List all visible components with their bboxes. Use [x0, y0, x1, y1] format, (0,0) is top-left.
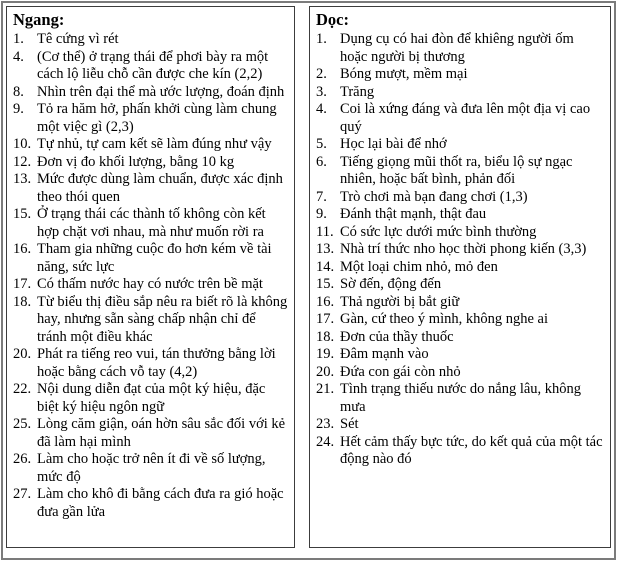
clue-text: Tự nhủ, tự cam kết sẽ làm đúng như vậy	[37, 136, 272, 152]
clue-row	[314, 101, 606, 136]
clue-row	[11, 346, 290, 381]
clue-number: 7.	[316, 188, 327, 205]
clue-number: 16.	[13, 241, 32, 257]
clue-text: Đánh thật mạnh, thật đau	[340, 206, 487, 222]
clue-row	[314, 311, 606, 329]
clue-row	[11, 171, 290, 206]
clue-number: 23.	[316, 416, 335, 432]
clue-text: Học lại bài để nhớ	[340, 136, 447, 152]
clue-text: Trò chơi mà bạn đang chơi (1,3)	[340, 188, 528, 205]
clue-row	[314, 154, 606, 189]
clue-text: Sét	[340, 416, 359, 432]
clue-number: 27.	[13, 486, 32, 502]
clue-text: Hết cảm thấy bực tức, do kết quả của một tác động nào đó	[340, 433, 603, 467]
clue-row	[314, 434, 606, 469]
clue-text: Đơn vị đo khối lượng, bằng 10 kg	[37, 153, 235, 170]
clue-row	[11, 154, 290, 172]
clue-row	[314, 224, 606, 242]
clue-text: Gàn, cứ theo ý mình, không nghe ai	[340, 311, 548, 327]
clue-text: Tình trạng thiếu nước do nắng lâu, không mưa	[340, 381, 582, 415]
clue-text: Nhà trí thức nho học thời phong kiến (3,3)	[340, 241, 587, 257]
clue-text: Đơn của thầy thuốc	[340, 328, 454, 345]
clue-row	[11, 49, 290, 84]
clue-number: 18.	[13, 293, 32, 310]
clue-row	[11, 101, 290, 136]
crossword-clues-page	[1, 1, 616, 560]
clue-text: Coi là xứng đáng và đưa lên một địa vị cao quý	[340, 101, 591, 135]
clue-row	[11, 136, 290, 154]
clue-number: 10.	[13, 136, 32, 152]
clue-row	[11, 416, 290, 451]
clue-row	[314, 136, 606, 154]
clue-text: Từ biểu thị điều sắp nêu ra biết rõ là không hay, nhưng sẵn sàng chấp nhận chỉ để tránh một điều khác	[37, 293, 288, 345]
clue-number: 19.	[316, 346, 335, 362]
clue-text: (Cơ thể) ở trạng thái để phơi bày ra một cách lộ liễu chỗ cần được che kín (2,2)	[37, 48, 269, 82]
clue-row	[11, 381, 290, 416]
clue-text: Nội dung diễn đạt của một ký hiệu, đặc biệt ký hiệu ngôn ngữ	[37, 381, 266, 415]
clue-row	[314, 84, 606, 102]
clue-text: Tiếng giọng mũi thốt ra, biểu lộ sự ngạc nhiên, hoặc bất bình, phản đối	[340, 153, 573, 187]
clue-number: 12.	[13, 153, 32, 170]
across-title: Ngang:	[13, 10, 65, 29]
clue-row	[11, 206, 290, 241]
clue-row	[314, 259, 606, 277]
clue-number: 16.	[316, 293, 335, 310]
clue-number: 20.	[316, 363, 335, 380]
clue-text: Đứa con gái còn nhỏ	[340, 363, 461, 380]
down-clue-list	[314, 31, 606, 469]
clue-row	[314, 206, 606, 224]
clue-row	[314, 241, 606, 259]
clue-row	[314, 329, 606, 347]
clue-number: 18.	[316, 328, 335, 345]
clue-text: Phát ra tiếng reo vui, tán thưởng bằng lời hoặc bằng cách vỗ tay (4,2)	[37, 346, 276, 380]
clue-text: Dụng cụ có hai đòn để khiêng người ốm hoặc người bị thương	[340, 31, 574, 65]
clue-number: 26.	[13, 451, 32, 467]
clue-row	[11, 451, 290, 486]
clue-number: 15.	[13, 206, 32, 222]
clue-number: 14.	[316, 258, 335, 275]
down-title: Dọc:	[316, 10, 349, 29]
clue-number: 20.	[13, 346, 32, 362]
clue-number: 25.	[13, 416, 32, 432]
clue-text: Thả người bị bắt giữ	[340, 293, 460, 310]
clue-row	[11, 276, 290, 294]
clue-number: 11.	[316, 223, 334, 240]
across-clue-list	[11, 31, 290, 521]
clue-row	[11, 486, 290, 521]
clue-number: 9.	[13, 101, 24, 117]
clue-row	[314, 66, 606, 84]
clue-text: Tham gia những cuộc đo hơn kém về tài năng, sức lực	[37, 241, 272, 275]
clue-text: Ở trạng thái các thành tố không còn kết hợp chặt vơi nhau, mà như muốn rời ra	[37, 206, 266, 240]
clue-number: 17.	[316, 311, 335, 327]
clue-text: Làm cho khô đi bằng cách đưa ra gió hoặc đưa gần lửa	[37, 486, 284, 520]
across-column	[6, 6, 295, 548]
clue-number: 13.	[316, 241, 335, 257]
clue-text: Nhìn trên đại thể mà ước lượng, đoán định	[37, 83, 285, 100]
clue-number: 6.	[316, 153, 327, 170]
clue-number: 4.	[13, 48, 24, 65]
clue-row	[314, 416, 606, 434]
clue-row	[11, 294, 290, 347]
clue-row	[11, 241, 290, 276]
clue-number: 21.	[316, 381, 335, 397]
clue-number: 3.	[316, 83, 327, 100]
clue-text: Tỏ ra hăm hở, phấn khởi cùng làm chung một việc gì (2,3)	[37, 101, 277, 135]
clue-number: 9.	[316, 206, 327, 222]
clue-number: 1.	[13, 31, 24, 47]
clue-text: Mức được dùng làm chuẩn, được xác định theo thói quen	[37, 171, 283, 205]
clue-text: Có thấm nước hay có nước trên bề mặt	[37, 276, 263, 292]
clue-row	[314, 276, 606, 294]
clue-number: 4.	[316, 101, 327, 117]
clue-number: 17.	[13, 276, 32, 292]
clue-text: Làm cho hoặc trở nên ít đi về số lượng, mức độ	[37, 451, 266, 485]
clue-row	[314, 381, 606, 416]
clue-text: Một loại chim nhỏ, mỏ đen	[340, 258, 498, 275]
clue-number: 13.	[13, 171, 32, 187]
clue-number: 5.	[316, 136, 327, 152]
clue-text: Sờ đến, động đến	[340, 276, 442, 292]
clue-text: Có sức lực dưới mức bình thường	[340, 223, 537, 240]
clue-number: 15.	[316, 276, 335, 292]
clue-text: Đâm mạnh vào	[340, 346, 429, 362]
clue-number: 24.	[316, 433, 335, 450]
clue-text: Tê cứng vì rét	[37, 31, 119, 47]
clue-row	[314, 31, 606, 66]
clue-number: 22.	[13, 381, 32, 397]
clue-text: Trăng	[340, 83, 375, 100]
clue-row	[314, 294, 606, 312]
clue-row	[11, 84, 290, 102]
clue-row	[11, 31, 290, 49]
clue-number: 1.	[316, 31, 327, 47]
clue-number: 2.	[316, 66, 327, 82]
clue-row	[314, 189, 606, 207]
clue-text: Lòng căm giận, oán hờn sâu sắc đối với kẻ đã làm hại mình	[37, 416, 286, 450]
clue-number: 8.	[13, 83, 24, 100]
clue-row	[314, 346, 606, 364]
clue-text: Bóng mượt, mềm mại	[340, 66, 468, 82]
down-column	[309, 6, 611, 548]
clue-row	[314, 364, 606, 382]
